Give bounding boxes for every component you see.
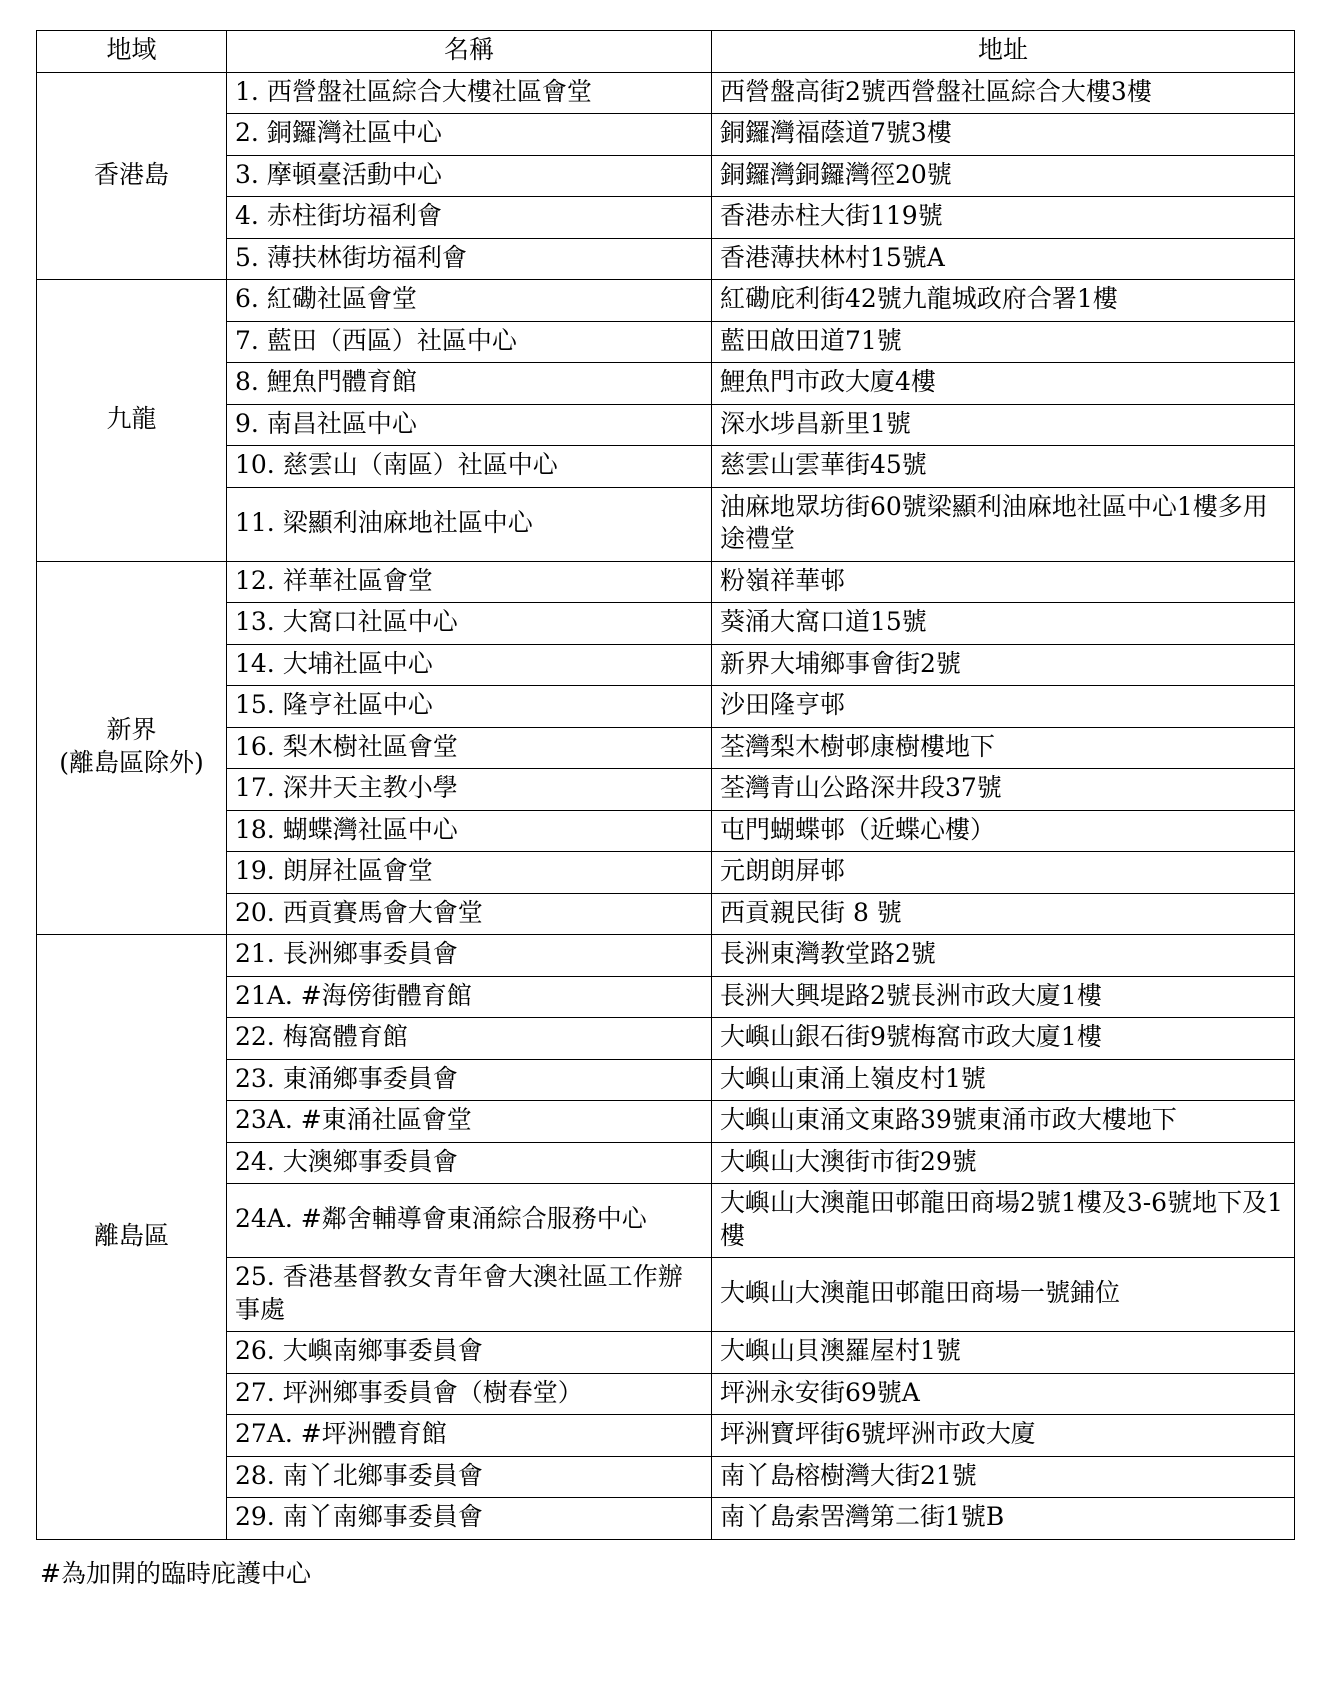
centre-name: #鄰舍輔導會東涌綜合服務中心 (300, 1204, 647, 1234)
region-cell: 九龍 (37, 280, 227, 562)
centre-name: 長洲鄉事委員會 (282, 939, 458, 968)
centre-index: 4. (235, 201, 259, 230)
centre-name: 摩頓臺活動中心 (266, 159, 442, 189)
centre-address-cell: 荃灣青山公路深井段37號 (712, 769, 1295, 811)
centre-address-cell: 大嶼山大澳龍田邨龍田商場2號1樓及3-6號地下及1樓 (712, 1184, 1295, 1258)
centre-name-cell (227, 1332, 712, 1374)
centre-name-cell (227, 561, 712, 603)
centre-name: 梁顯利油麻地社區中心 (282, 507, 533, 537)
centre-address-cell: 西營盤高街2號西營盤社區綜合大樓3樓 (712, 72, 1295, 114)
centre-index: 1. (235, 76, 259, 106)
centre-index: 11. (235, 507, 275, 537)
centre-address-cell: 深水埗昌新里1號 (712, 404, 1295, 446)
centre-index: 19. (235, 856, 275, 885)
centre-name-cell (227, 935, 712, 977)
centre-address-cell: 長洲東灣教堂路2號 (712, 935, 1295, 977)
centre-address-cell: 油麻地眾坊街60號梁顯利油麻地社區中心1樓多用途禮堂 (712, 487, 1295, 561)
centre-index: 25. (235, 1262, 275, 1291)
table-footnote: #為加開的臨時庇護中心 (40, 1558, 311, 1588)
centre-address-cell: 藍田啟田道71號 (712, 321, 1295, 363)
centre-name: 大澳鄉事委員會 (282, 1146, 458, 1176)
centre-name-cell (227, 1415, 712, 1457)
centre-name: 慈雲山（南區）社區中心 (282, 450, 558, 479)
region-cell: 新界 (離島區除外) (37, 561, 227, 935)
centre-address-cell: 屯門蝴蝶邨（近蝶心樓） (712, 810, 1295, 852)
centre-name: 香港基督教女青年會大澳社區工作辦事處 (235, 1262, 683, 1324)
centre-name: 南丫北鄉事委員會 (282, 1460, 483, 1490)
centre-index: 17. (235, 773, 275, 802)
centre-name: 坪洲鄉事委員會（樹春堂） (282, 1377, 583, 1407)
centre-address-cell: 坪洲永安街69號A (712, 1373, 1295, 1415)
centre-name-cell (227, 1018, 712, 1060)
centre-index: 28. (235, 1460, 275, 1490)
centre-address-cell: 大嶼山銀石街9號梅窩市政大廈1樓 (712, 1018, 1295, 1060)
centre-address-cell: 新界大埔鄉事會街2號 (712, 644, 1295, 686)
centre-name-cell (227, 238, 712, 280)
centre-index: 3. (235, 159, 259, 189)
centre-name: 祥華社區會堂 (282, 565, 433, 595)
centre-name: 朗屏社區會堂 (282, 856, 433, 885)
centre-address-cell: 坪洲寶坪街6號坪洲市政大廈 (712, 1415, 1295, 1457)
centre-name-cell (227, 686, 712, 728)
centre-name-cell (227, 1373, 712, 1415)
centre-index: 15. (235, 690, 275, 719)
column-header-name: 名稱 (227, 31, 712, 73)
centre-name-cell (227, 976, 712, 1018)
centre-index: 29. (235, 1502, 275, 1531)
centre-name: 西營盤社區綜合大樓社區會堂 (266, 76, 592, 106)
centre-address-cell: 香港赤柱大街119號 (712, 197, 1295, 239)
centre-address-cell: 南丫島索罟灣第二街1號B (712, 1498, 1295, 1540)
centre-name-cell (227, 72, 712, 114)
centre-name-cell (227, 603, 712, 645)
centre-address-cell: 大嶼山東涌文東路39號東涌市政大樓地下 (712, 1101, 1295, 1143)
centre-address-cell: 葵涌大窩口道15號 (712, 603, 1295, 645)
centre-address-cell: 大嶼山大澳街市街29號 (712, 1142, 1295, 1184)
centre-address-cell: 銅鑼灣福蔭道7號3樓 (712, 114, 1295, 156)
column-header-address: 地址 (712, 31, 1295, 73)
centre-name: 大嶼南鄉事委員會 (282, 1336, 483, 1365)
centre-index: 9. (235, 408, 259, 438)
centre-index: 23A. (235, 1105, 293, 1134)
centre-name: 西貢賽馬會大會堂 (282, 897, 483, 927)
table-header (37, 31, 1295, 73)
region-cell: 離島區 (37, 935, 227, 1540)
centre-name-cell (227, 321, 712, 363)
table-row (37, 935, 1295, 977)
centre-name-cell (227, 1142, 712, 1184)
centre-name-cell (227, 404, 712, 446)
centre-address-cell: 鯉魚門市政大廈4樓 (712, 363, 1295, 405)
centre-name-cell (227, 893, 712, 935)
centre-address-cell: 慈雲山雲華街45號 (712, 446, 1295, 488)
centre-name: 蝴蝶灣社區中心 (282, 814, 458, 844)
centre-name-cell (227, 446, 712, 488)
centre-index: 22. (235, 1022, 275, 1051)
centre-address-cell: 荃灣梨木樹邨康樹樓地下 (712, 727, 1295, 769)
centre-name-cell (227, 644, 712, 686)
centre-name-cell (227, 727, 712, 769)
centre-name: 深井天主教小學 (282, 773, 458, 802)
centre-index: 8. (235, 367, 259, 396)
centre-index: 6. (235, 284, 259, 313)
centre-address-cell: 長洲大興堤路2號長洲市政大廈1樓 (712, 976, 1295, 1018)
centre-index: 20. (235, 897, 275, 927)
centre-index: 24A. (235, 1204, 293, 1234)
centre-name: #坪洲體育館 (300, 1419, 447, 1448)
centre-index: 13. (235, 607, 275, 636)
centre-index: 24. (235, 1146, 275, 1176)
centre-address-cell: 沙田隆亨邨 (712, 686, 1295, 728)
centre-name-cell (227, 1059, 712, 1101)
centre-name: 藍田（西區）社區中心 (266, 325, 517, 355)
centre-index: 27A. (235, 1419, 293, 1448)
shelter-centres-table (36, 30, 1295, 1540)
centre-name: #海傍街體育館 (300, 980, 472, 1010)
centre-name: 銅鑼灣社區中心 (266, 118, 442, 147)
centre-name-cell (227, 1258, 712, 1332)
centre-address-cell: 大嶼山貝澳羅屋村1號 (712, 1332, 1295, 1374)
table-row (37, 72, 1295, 114)
table-row (37, 280, 1295, 322)
centre-index: 10. (235, 450, 275, 479)
centre-name: 薄扶林街坊福利會 (266, 242, 467, 272)
centre-address-cell: 南丫島榕樹灣大街21號 (712, 1456, 1295, 1498)
centre-index: 14. (235, 648, 275, 678)
centre-index: 21. (235, 939, 275, 968)
centre-address-cell: 紅磡庇利街42號九龍城政府合署1樓 (712, 280, 1295, 322)
centre-name-cell (227, 810, 712, 852)
centre-name-cell (227, 155, 712, 197)
centre-name-cell (227, 769, 712, 811)
centre-index: 7. (235, 325, 259, 355)
centre-name-cell (227, 852, 712, 894)
centre-name-cell (227, 487, 712, 561)
centre-address-cell: 粉嶺祥華邨 (712, 561, 1295, 603)
centre-name-cell (227, 1456, 712, 1498)
centre-name-cell (227, 363, 712, 405)
centre-name: 南丫南鄉事委員會 (282, 1502, 483, 1531)
centre-name: 梅窩體育館 (282, 1022, 408, 1051)
centre-name: 隆亨社區中心 (282, 690, 433, 719)
centre-name: 赤柱街坊福利會 (266, 201, 442, 230)
centre-name-cell (227, 1184, 712, 1258)
centre-index: 18. (235, 814, 275, 844)
centre-address-cell: 銅鑼灣銅鑼灣徑20號 (712, 155, 1295, 197)
centre-index: 26. (235, 1336, 275, 1365)
centre-name: 南昌社區中心 (266, 408, 417, 438)
centre-name-cell (227, 1101, 712, 1143)
centre-name: 鯉魚門體育館 (266, 367, 417, 396)
centre-index: 5. (235, 242, 259, 272)
centre-address-cell: 元朗朗屏邨 (712, 852, 1295, 894)
centre-index: 23. (235, 1063, 275, 1093)
table-row (37, 561, 1295, 603)
centre-name: 梨木樹社區會堂 (282, 731, 458, 761)
centre-name: 東涌鄉事委員會 (282, 1063, 458, 1093)
column-header-region: 地域 (37, 31, 227, 73)
centre-index: 21A. (235, 980, 293, 1010)
centre-index: 12. (235, 565, 275, 595)
centre-address-cell: 西貢親民街 8 號 (712, 893, 1295, 935)
centre-name-cell (227, 197, 712, 239)
centre-name: 大窩口社區中心 (282, 607, 458, 636)
region-cell: 香港島 (37, 72, 227, 280)
centre-name-cell (227, 1498, 712, 1540)
table-body (37, 72, 1295, 1539)
centre-index: 16. (235, 731, 275, 761)
centre-address-cell: 香港薄扶林村15號A (712, 238, 1295, 280)
centre-name: #東涌社區會堂 (300, 1105, 472, 1134)
table-header-row (37, 31, 1295, 73)
centre-name-cell (227, 114, 712, 156)
centre-name: 大埔社區中心 (282, 648, 433, 678)
centre-index: 27. (235, 1377, 275, 1407)
centre-index: 2. (235, 118, 259, 147)
centre-name: 紅磡社區會堂 (266, 284, 417, 313)
centre-address-cell: 大嶼山大澳龍田邨龍田商場一號鋪位 (712, 1258, 1295, 1332)
centre-name-cell (227, 280, 712, 322)
centre-address-cell: 大嶼山東涌上嶺皮村1號 (712, 1059, 1295, 1101)
